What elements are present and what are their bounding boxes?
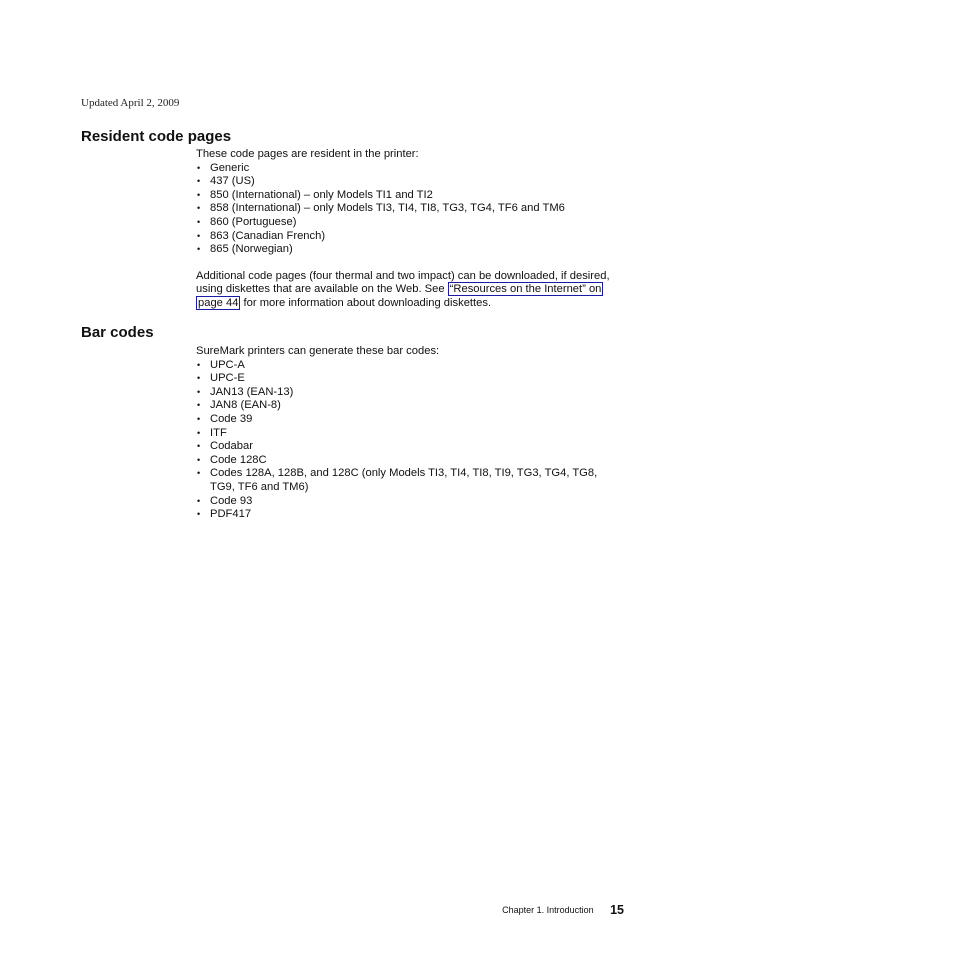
- list-item: • Code 39: [196, 413, 621, 427]
- list-item: • 863 (Canadian French): [196, 230, 636, 244]
- barcodes-intro: SureMark printers can generate these bar codes:: [196, 345, 440, 357]
- list-item: • Code 128C: [196, 454, 621, 468]
- list-item: • 850 (International) – only Models TI1 and TI2: [196, 189, 636, 203]
- paragraph-line: for more information about downloading diskettes.: [240, 296, 492, 309]
- resident-intro: These code pages are resident in the printer:: [196, 148, 419, 160]
- chapter-label: Chapter 1. Introduction: [502, 904, 594, 915]
- list-item: • JAN8 (EAN-8): [196, 399, 621, 413]
- resources-internet-link[interactable]: “Resources on the Internet” on: [449, 283, 602, 296]
- list-item: • 865 (Norwegian): [196, 243, 636, 257]
- paragraph-line: Additional code pages (four thermal and two impact) can be downloaded, if desired,: [196, 269, 610, 282]
- page-44-link[interactable]: page 44: [198, 296, 239, 309]
- list-item: • UPC-A: [196, 359, 621, 373]
- code-page-list: [196, 162, 636, 257]
- updated-date: Updated April 2, 2009: [81, 97, 180, 109]
- bar-codes-section: [196, 345, 621, 522]
- list-item: • ITF: [196, 427, 621, 441]
- list-item: • 437 (US): [196, 175, 636, 189]
- page-number: 15: [610, 902, 624, 917]
- list-item: • Codes 128A, 128B, and 128C (only Models TI3, TI4, TI8, TI9, TG3, TG4, TG8, TG9, TF6 and TM6): [196, 467, 621, 494]
- list-item: • 860 (Portuguese): [196, 216, 636, 230]
- list-item: • UPC-E: [196, 372, 621, 386]
- list-item: • JAN13 (EAN-13): [196, 386, 621, 400]
- section-title-bar-codes: Bar codes: [81, 324, 154, 341]
- list-item: • Code 93: [196, 495, 621, 509]
- list-item: • Codabar: [196, 440, 621, 454]
- page-footer: [0, 901, 624, 919]
- resident-code-pages-section: [196, 148, 636, 311]
- paragraph-line: using diskettes that are available on the Web. See: [196, 283, 448, 296]
- list-item: • 858 (International) – only Models TI3, TI4, TI8, TG3, TG4, TF6 and TM6: [196, 202, 636, 216]
- download-paragraph: [196, 270, 636, 311]
- list-item: • Generic: [196, 162, 636, 176]
- list-item: • PDF417: [196, 508, 621, 522]
- bar-code-list: [196, 359, 621, 522]
- section-title-resident-code-pages: Resident code pages: [81, 128, 232, 145]
